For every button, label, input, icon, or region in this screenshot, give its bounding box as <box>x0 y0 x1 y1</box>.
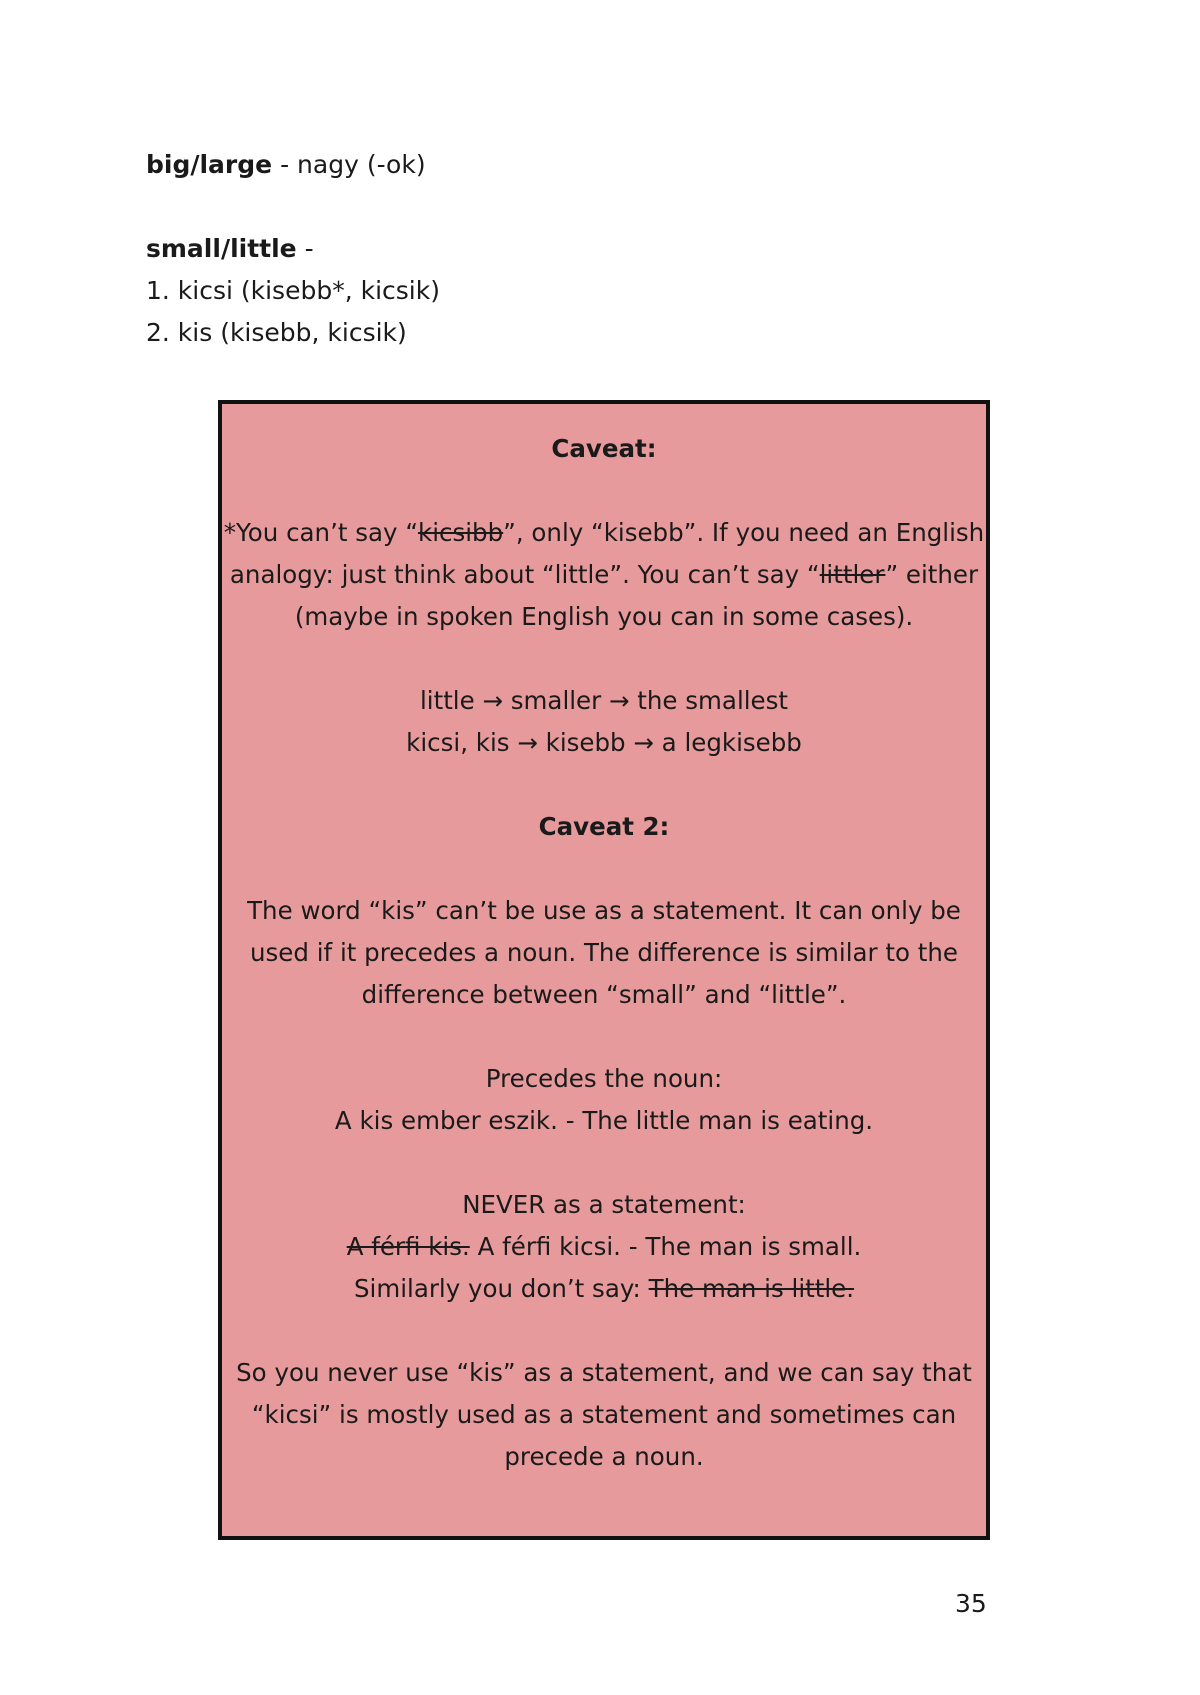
vocab-item: 2. kis (kisebb, kicsik) <box>146 318 407 347</box>
precedes-label: Precedes the noun: <box>485 1064 723 1093</box>
vocab-translation: - <box>296 234 314 263</box>
vocab-entry-big <box>146 144 440 186</box>
text-span: Similarly you don’t say: <box>353 1274 649 1303</box>
struck-sentence: A férfi kis. <box>346 1232 470 1261</box>
caveat-title: Caveat: <box>551 434 657 463</box>
similarly-example <box>222 1268 986 1310</box>
never-label: NEVER as a statement: <box>462 1190 746 1219</box>
struck-word: kicsibb <box>418 518 504 547</box>
comparison-chain-hungarian: kicsi, kis → kisebb → a legkisebb <box>406 728 802 757</box>
text-span: ”, only “kisebb”. If you need an English analogy: just think about “little”. You can’t say “ <box>229 518 985 589</box>
text-span: A férfi kicsi. - The man is small. <box>469 1232 862 1261</box>
text-span: *You can’t say “ <box>223 518 419 547</box>
vocab-translation: - nagy (-ok) <box>272 150 426 179</box>
caveat-box <box>218 400 990 1540</box>
vocab-item: 1. kicsi (kisebb*, kicsik) <box>146 276 440 305</box>
vocab-term: small/little <box>146 234 297 263</box>
never-example <box>222 1226 986 1268</box>
comparison-chain-english: little → smaller → the smallest <box>419 686 788 715</box>
vocab-entry-small <box>146 228 440 270</box>
page-number: 35 <box>955 1589 987 1618</box>
caveat2-title: Caveat 2: <box>538 812 670 841</box>
text-span: ” either (maybe in spoken English you can in some cases). <box>294 560 979 631</box>
struck-word: littler <box>819 560 886 589</box>
caveat2-paragraph: The word “kis” can’t be use as a statement. It can only be used if it precedes a noun. The difference is similar to the difference between “small” and “little”. <box>247 896 961 1009</box>
caveat-paragraph <box>222 512 986 638</box>
precedes-example: A kis ember eszik. - The little man is eating. <box>334 1106 874 1135</box>
vocab-list <box>146 144 440 354</box>
vocab-term: big/large <box>146 150 273 179</box>
struck-sentence: The man is little. <box>648 1274 855 1303</box>
conclusion-paragraph: So you never use “kis” as a statement, and we can say that “kicsi” is mostly used as a statement and sometimes can precede a noun. <box>236 1358 972 1471</box>
